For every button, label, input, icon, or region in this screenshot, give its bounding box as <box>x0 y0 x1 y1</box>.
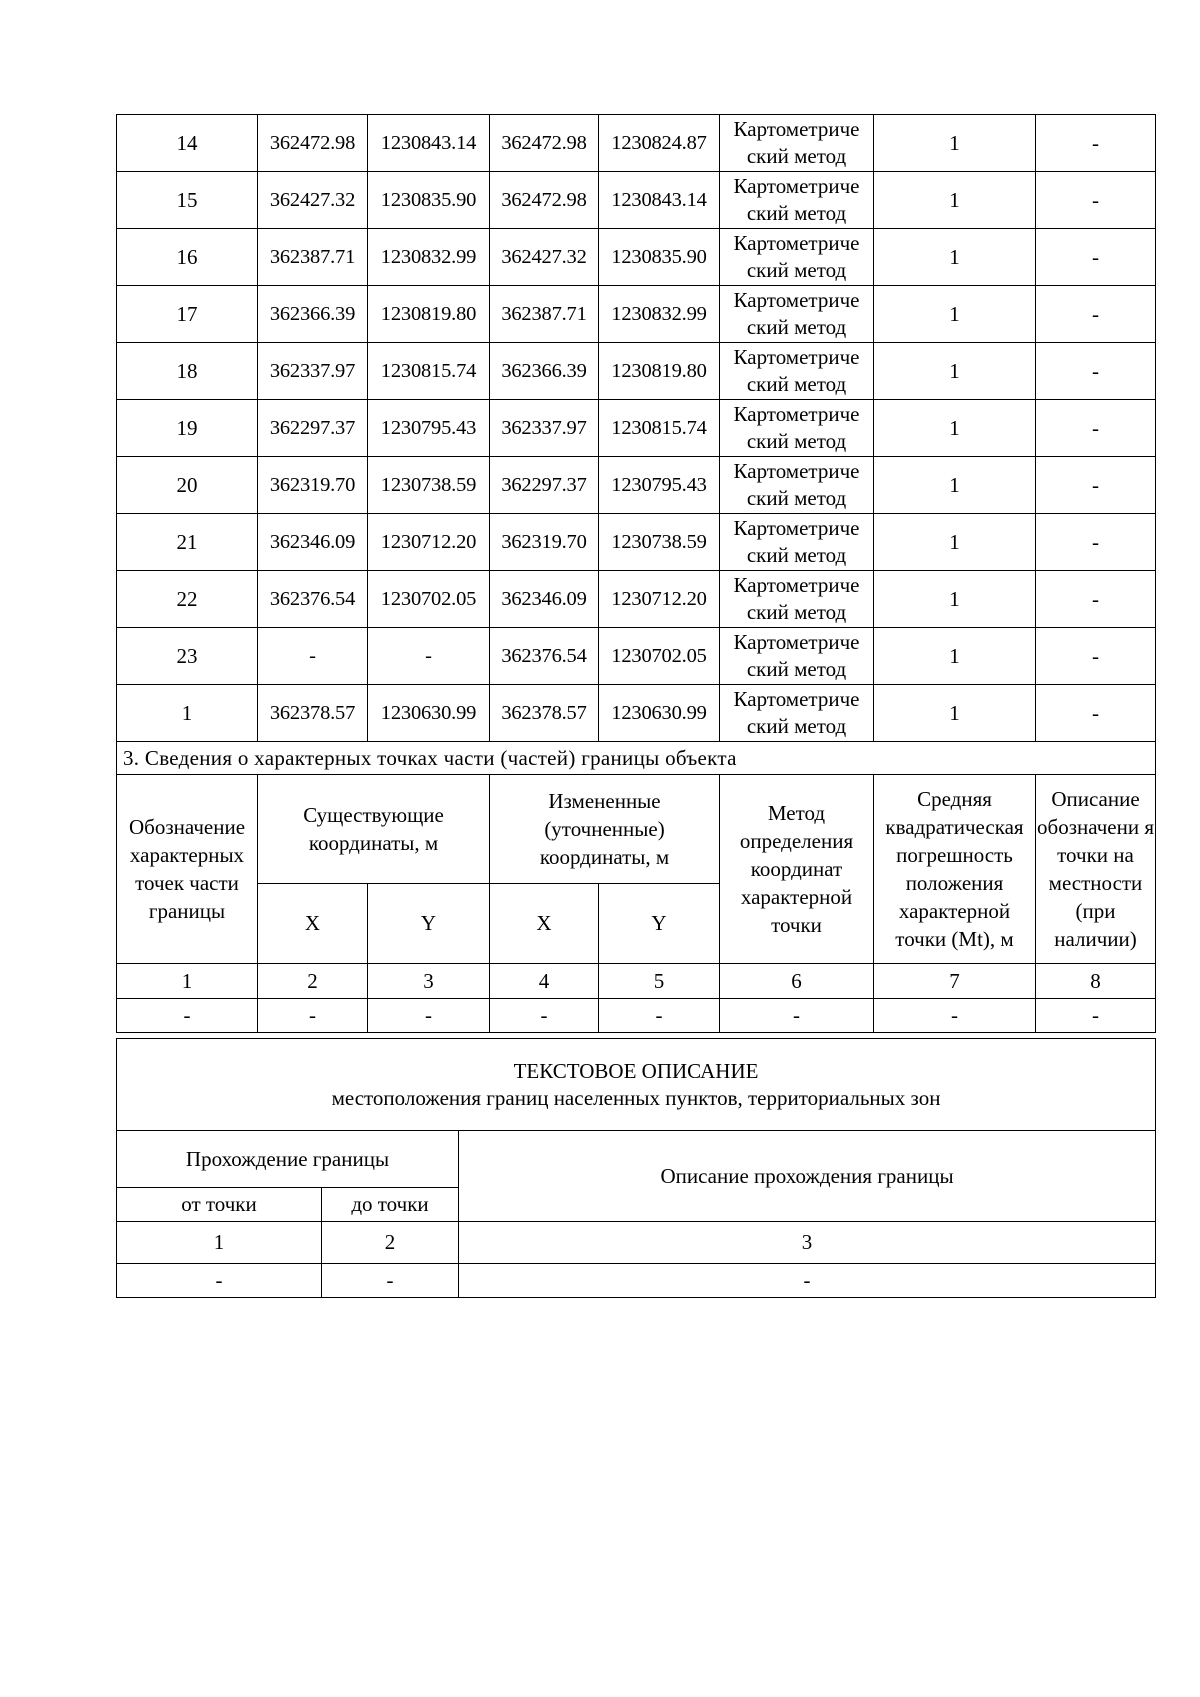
changed-y: 1230712.20 <box>599 571 720 628</box>
accuracy: 1 <box>874 685 1036 742</box>
existing-y: 1230843.14 <box>368 115 490 172</box>
empty-cell: - <box>322 1264 459 1298</box>
method-text-line: ский метод <box>746 201 847 225</box>
point-description: - <box>1036 172 1156 229</box>
existing-y: 1230795.43 <box>368 400 490 457</box>
header-designation: Обозначение характерных точек части границы <box>117 775 258 964</box>
method-text-line: ский метод <box>746 657 847 681</box>
coordinate-row <box>117 115 1156 172</box>
column-number: 6 <box>720 964 874 999</box>
accuracy: 1 <box>874 343 1036 400</box>
column-number: 3 <box>459 1222 1156 1264</box>
method <box>720 457 874 514</box>
point-number: 1 <box>117 685 258 742</box>
changed-x: 362472.98 <box>490 115 599 172</box>
changed-y: 1230819.80 <box>599 343 720 400</box>
column-number: 4 <box>490 964 599 999</box>
existing-y: - <box>368 628 490 685</box>
point-description: - <box>1036 628 1156 685</box>
empty-cell: - <box>599 999 720 1033</box>
accuracy: 1 <box>874 229 1036 286</box>
method-text-line: ский метод <box>746 486 847 510</box>
header-passage: Прохождение границы <box>117 1131 459 1188</box>
point-description: - <box>1036 343 1156 400</box>
header-existing-y: Y <box>368 884 490 964</box>
empty-cell: - <box>874 999 1036 1033</box>
changed-y: 1230824.87 <box>599 115 720 172</box>
changed-y: 1230738.59 <box>599 514 720 571</box>
existing-x: 362387.71 <box>258 229 368 286</box>
coordinate-row <box>117 514 1156 571</box>
text-description-heading <box>117 1039 1156 1131</box>
method-text-line: ский метод <box>746 258 847 282</box>
accuracy: 1 <box>874 115 1036 172</box>
method <box>720 628 874 685</box>
changed-x: 362472.98 <box>490 172 599 229</box>
coordinate-row <box>117 343 1156 400</box>
header-description: Описание обозначени я точки на местности (при наличии) <box>1036 775 1156 964</box>
point-number: 21 <box>117 514 258 571</box>
existing-y: 1230702.05 <box>368 571 490 628</box>
accuracy: 1 <box>874 571 1036 628</box>
existing-x: 362376.54 <box>258 571 368 628</box>
changed-y: 1230795.43 <box>599 457 720 514</box>
column-number: 8 <box>1036 964 1156 999</box>
column-number: 5 <box>599 964 720 999</box>
point-number: 22 <box>117 571 258 628</box>
method <box>720 115 874 172</box>
column-number: 1 <box>117 1222 322 1264</box>
coordinate-row <box>117 286 1156 343</box>
column-number: 1 <box>117 964 258 999</box>
coordinate-rows <box>117 115 1156 742</box>
header-to-point: до точки <box>322 1188 459 1222</box>
method-text-line: ский метод <box>746 372 847 396</box>
point-number: 15 <box>117 172 258 229</box>
method-text-line: Картометриче <box>733 630 860 654</box>
point-number: 17 <box>117 286 258 343</box>
existing-y: 1230738.59 <box>368 457 490 514</box>
changed-y: 1230815.74 <box>599 400 720 457</box>
method-text-line: Картометриче <box>733 231 860 255</box>
accuracy: 1 <box>874 628 1036 685</box>
method-text-line: ский метод <box>746 144 847 168</box>
section3-title: 3. Сведения о характерных точках части (частей) границы объекта <box>117 742 1156 775</box>
point-description: - <box>1036 514 1156 571</box>
changed-x: 362346.09 <box>490 571 599 628</box>
changed-x: 362337.97 <box>490 400 599 457</box>
method-text-line: Картометриче <box>733 516 860 540</box>
header-changed-coords: Измененные (уточненные) координаты, м <box>490 775 720 884</box>
point-number: 14 <box>117 115 258 172</box>
accuracy: 1 <box>874 172 1036 229</box>
method <box>720 514 874 571</box>
existing-x: 362319.70 <box>258 457 368 514</box>
point-number: 23 <box>117 628 258 685</box>
point-description: - <box>1036 229 1156 286</box>
method <box>720 571 874 628</box>
method <box>720 286 874 343</box>
existing-y: 1230712.20 <box>368 514 490 571</box>
point-number: 19 <box>117 400 258 457</box>
existing-y: 1230815.74 <box>368 343 490 400</box>
method-text-line: Картометриче <box>733 288 860 312</box>
method-text-line: ский метод <box>746 543 847 567</box>
changed-x: 362366.39 <box>490 343 599 400</box>
coordinate-row <box>117 400 1156 457</box>
existing-y: 1230832.99 <box>368 229 490 286</box>
existing-x: 362346.09 <box>258 514 368 571</box>
empty-cell: - <box>1036 999 1156 1033</box>
changed-x: 362319.70 <box>490 514 599 571</box>
accuracy: 1 <box>874 286 1036 343</box>
existing-x: 362337.97 <box>258 343 368 400</box>
header-existing-coords: Существующие координаты, м <box>258 775 490 884</box>
text-description-table <box>116 1038 1156 1298</box>
empty-cell: - <box>258 999 368 1033</box>
section3 <box>117 742 1156 1033</box>
existing-y: 1230630.99 <box>368 685 490 742</box>
header-passage-description: Описание прохождения границы <box>459 1131 1156 1222</box>
accuracy: 1 <box>874 400 1036 457</box>
column-number: 2 <box>258 964 368 999</box>
method-text-line: Картометриче <box>733 402 860 426</box>
accuracy: 1 <box>874 457 1036 514</box>
header-from-point: от точки <box>117 1188 322 1222</box>
method-text-line: ский метод <box>746 600 847 624</box>
point-description: - <box>1036 400 1156 457</box>
changed-x: 362427.32 <box>490 229 599 286</box>
existing-x: 362472.98 <box>258 115 368 172</box>
header-existing-x: X <box>258 884 368 964</box>
method <box>720 172 874 229</box>
header-changed-x: X <box>490 884 599 964</box>
point-number: 16 <box>117 229 258 286</box>
empty-cell: - <box>459 1264 1156 1298</box>
changed-x: 362387.71 <box>490 286 599 343</box>
coordinate-row <box>117 685 1156 742</box>
existing-x: 362378.57 <box>258 685 368 742</box>
column-number: 7 <box>874 964 1036 999</box>
changed-x: 362297.37 <box>490 457 599 514</box>
coordinate-row <box>117 457 1156 514</box>
changed-y: 1230843.14 <box>599 172 720 229</box>
method <box>720 229 874 286</box>
method <box>720 343 874 400</box>
changed-y: 1230835.90 <box>599 229 720 286</box>
accuracy: 1 <box>874 514 1036 571</box>
method-text-line: Картометриче <box>733 573 860 597</box>
method-text-line: ский метод <box>746 429 847 453</box>
header-changed-y: Y <box>599 884 720 964</box>
point-description: - <box>1036 457 1156 514</box>
existing-x: 362297.37 <box>258 400 368 457</box>
method-text-line: Картометриче <box>733 459 860 483</box>
point-number: 20 <box>117 457 258 514</box>
existing-x: 362366.39 <box>258 286 368 343</box>
method-text-line: Картометриче <box>733 174 860 198</box>
empty-cell: - <box>490 999 599 1033</box>
existing-x: - <box>258 628 368 685</box>
empty-cell: - <box>720 999 874 1033</box>
method <box>720 685 874 742</box>
changed-x: 362376.54 <box>490 628 599 685</box>
method-text-line: Картометриче <box>733 117 860 141</box>
empty-cell: - <box>117 999 258 1033</box>
method-text-line: ский метод <box>746 714 847 738</box>
existing-x: 362427.32 <box>258 172 368 229</box>
header-method: Метод определения координат характерной точки <box>720 775 874 964</box>
changed-y: 1230832.99 <box>599 286 720 343</box>
coordinate-row <box>117 229 1156 286</box>
point-description: - <box>1036 571 1156 628</box>
empty-cell: - <box>368 999 490 1033</box>
header-accuracy: Средняя квадратическая погрешность положения характерной точки (Mt), м <box>874 775 1036 964</box>
coordinate-row <box>117 172 1156 229</box>
changed-x: 362378.57 <box>490 685 599 742</box>
point-description: - <box>1036 115 1156 172</box>
text-description-subtitle: местоположения границ населенных пунктов, территориальных зон <box>331 1085 941 1110</box>
text-description-title: ТЕКСТОВОЕ ОПИСАНИЕ <box>513 1058 759 1083</box>
method-text-line: Картометриче <box>733 345 860 369</box>
method <box>720 400 874 457</box>
method-text-line: Картометриче <box>733 687 860 711</box>
point-number: 18 <box>117 343 258 400</box>
coordinate-row <box>117 628 1156 685</box>
coordinates-table <box>116 114 1156 1033</box>
existing-y: 1230835.90 <box>368 172 490 229</box>
column-number: 3 <box>368 964 490 999</box>
existing-y: 1230819.80 <box>368 286 490 343</box>
point-description: - <box>1036 286 1156 343</box>
method-text-line: ский метод <box>746 315 847 339</box>
changed-y: 1230630.99 <box>599 685 720 742</box>
coordinate-row <box>117 571 1156 628</box>
point-description: - <box>1036 685 1156 742</box>
changed-y: 1230702.05 <box>599 628 720 685</box>
column-number: 2 <box>322 1222 459 1264</box>
empty-cell: - <box>117 1264 322 1298</box>
